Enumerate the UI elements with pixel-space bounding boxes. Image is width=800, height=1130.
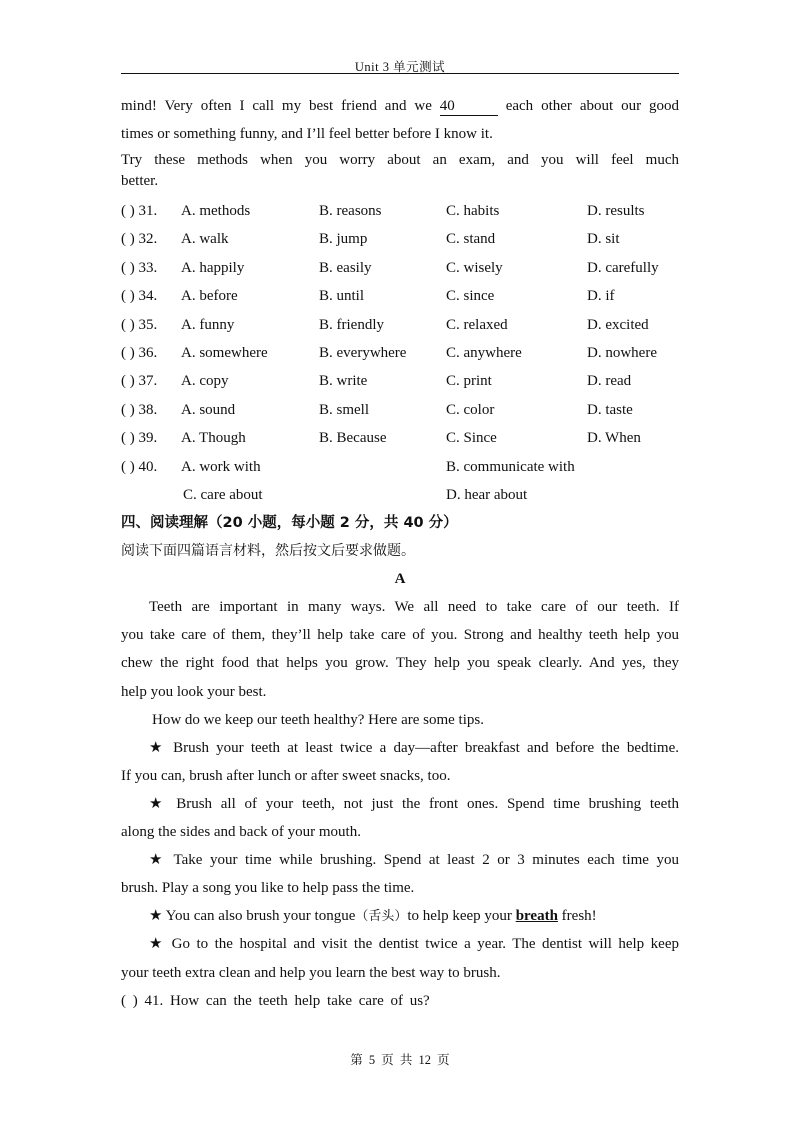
option-d: D. nowhere [587,344,657,361]
answer-blank-40: 40 [440,98,498,116]
section-title: 四、阅读理解（20 小题，每小题 2 分，共 40 分） [121,515,458,532]
option-a: A. copy [181,373,229,390]
tip-item: ★ Go to the hospital and visit the dentist twice a year. The dentist will help keep your teeth extra clean and help you learn the best way to brush. [121,936,679,981]
question-number: ( ) 35. [121,316,158,333]
option-c: C. care about [183,486,263,503]
option-c: C. print [446,373,492,390]
option-d: D. taste [587,401,633,418]
option-row [121,367,679,395]
page-content [121,92,679,1015]
option-row [121,254,679,282]
option-d: D. sit [587,231,620,248]
question-number: ( ) 39. [121,430,158,447]
option-d: D. hear about [446,486,528,503]
option-b: B. easily [319,259,372,276]
option-d: D. results [587,203,645,219]
option-d: D. When [587,430,641,447]
question-41: ( ) 41. How can the teeth help take care of us? [121,992,430,1009]
option-c: C. habits [446,203,500,219]
option-c: C. stand [446,231,496,248]
option-b: B. until [319,288,365,305]
option-a: A. methods [181,203,251,219]
option-row [121,282,679,310]
option-d: D. read [587,373,632,390]
passage-title: A [394,571,406,588]
option-c: C. anywhere [446,344,522,361]
chinese-gloss: （舌头） [355,909,408,925]
option-b: B. reasons [319,203,382,219]
option-a: A. happily [181,259,245,276]
option-d: D. excited [587,316,649,333]
option-c: C. Since [446,430,497,447]
question-number: ( ) 32. [121,231,158,248]
option-row [121,311,679,339]
option-a: A. walk [181,231,229,248]
question-number: ( ) 36. [121,344,158,361]
option-b: B. smell [319,401,370,418]
option-a: A. funny [181,316,235,333]
option-row [121,339,679,367]
key-word: breath [515,908,558,925]
passage-paragraph: Teeth are important in many ways. We all need to take care of our teeth. If you take care of them, they’ll help take care of you. Strong and healthy teeth help you chew the right food that helps you grow. They help you speak clearly. And yes, they help you look your best. [121,599,679,700]
option-a: A. work with [181,458,261,475]
option-d: D. carefully [587,259,659,276]
page-header: Unit 3 单元测试 [354,60,446,74]
option-b: B. jump [319,231,368,248]
option-b: B. communicate with [446,458,575,475]
option-row [121,424,679,452]
question-number: ( ) 34. [121,288,158,305]
header-divider [121,73,679,74]
question-number: ( ) 37. [121,373,158,390]
option-b: B. friendly [319,316,384,333]
option-c: C. wisely [446,259,503,276]
option-b: B. write [319,373,368,390]
page-footer: 第 5 页 共 12 页 [350,1053,450,1067]
question-number: ( ) 40. [121,458,158,475]
option-b: B. everywhere [319,344,407,361]
cloze-closing-paragraph: Try these methods when you worry about an exam, and you will feel much better. [121,152,679,189]
option-c: C. since [446,288,495,305]
question-number: ( ) 33. [121,259,158,276]
tip-item: ★ You can also brush your tongue（舌头）to help keep your breath fresh! [149,908,597,925]
option-a: A. Though [181,430,246,447]
option-row-40 [121,453,679,481]
option-row-40-continued [121,481,679,509]
tip-item: ★ Brush all of your teeth, not just the front ones. Spend time brushing teeth along the sides and back of your mouth. [121,795,679,841]
tip-item: ★ Brush your teeth at least twice a day—after breakfast and before the bedtime. If you can, brush after lunch or after sweet snacks, too. [121,739,679,784]
option-a: A. sound [181,401,236,418]
section-instruction: 阅读下面四篇语言材料，然后按文后要求做题。 [121,543,415,560]
question-number: ( ) 38. [121,401,158,418]
option-c: C. color [446,401,495,418]
passage-paragraph: How do we keep our teeth healthy? Here are some tips. [152,711,484,728]
option-c: C. relaxed [446,316,508,333]
option-row [121,396,679,424]
cloze-text-line: mind! Very often I call my best friend and we 40 each other about our good [121,98,679,114]
tip-item: ★ Take your time while brushing. Spend at least 2 or 3 minutes each time you brush. Play a song you like to help pass the time. [121,852,679,897]
option-b: B. Because [319,430,387,447]
option-row [121,225,679,253]
option-a: A. before [181,288,238,305]
option-row [121,197,679,225]
question-number: ( ) 31. [121,203,158,219]
option-d: D. if [587,288,615,305]
options-list [121,197,679,509]
option-a: A. somewhere [181,344,268,361]
cloze-text-line: times or something funny, and I’ll feel better before I know it. [121,126,493,142]
